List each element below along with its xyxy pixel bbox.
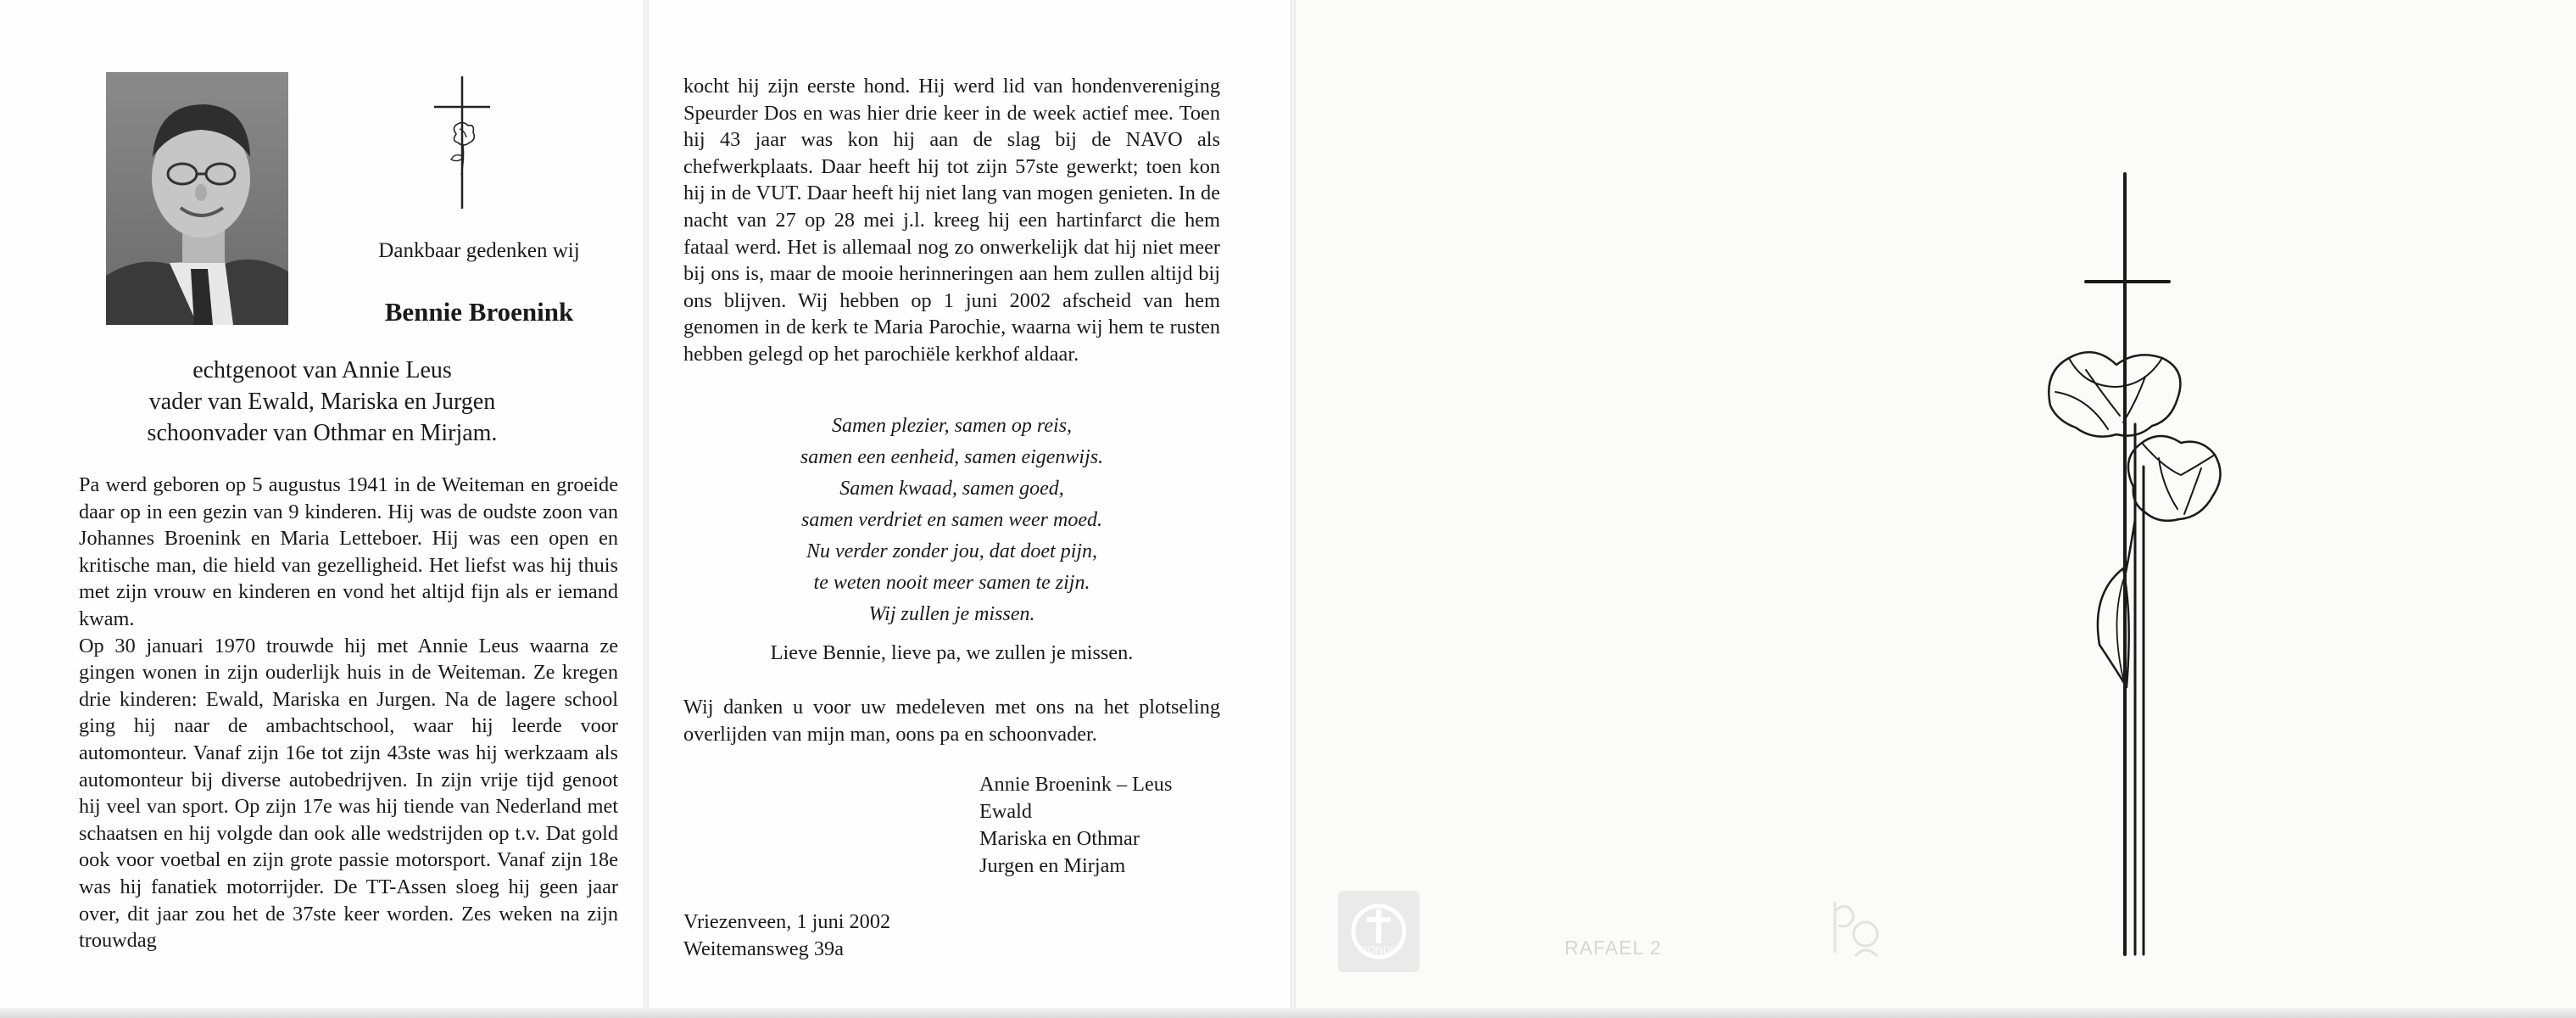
memorial-poem [683,411,1220,630]
life-story-paragraph: Pa werd geboren op 5 augustus 1941 in de Weiteman en groeide daar op in een gezin van 9 kinderen. Hij was de oudste zoon van Johannes Broenink en Maria Letteboer. Hij was een open en kritische man, die hield van gezelligheid. Het liefst was hij thuis met zijn vrouw en kinderen en vond het altijd fijn als er iemand kwam. [79,473,618,630]
portrait-photo [106,72,288,325]
relation-line: schoonvader van Othmar en Mirjam. [147,420,498,446]
poem-line: Wij zullen je missen. [868,603,1035,625]
farewell-line: Lieve Bennie, lieve pa, we zullen je missen. [770,641,1134,664]
family-relations [68,355,577,449]
watermark-icon [1825,893,1886,963]
print-code: RAFAEL 2 [1564,937,1662,959]
thanks-text: Wij danken u voor uw medeleven met ons na het plotseling overlijden van mijn man, oons pa en schoonvader. [683,696,1220,746]
signature-line: Ewald [979,800,1033,823]
fold-line-left [644,0,649,1018]
card-panel-back [1294,0,2576,1018]
signatures [979,771,1172,880]
poem-line: Nu verder zonder jou, dat doet pijn, [806,540,1098,562]
card-bottom-edge [0,1008,2576,1018]
printer-logo-icon [1338,891,1419,972]
place-date-line: Vriezenveen, 1 juni 2002 [683,910,891,933]
remembrance-intro: Dankbaar gedenken wij [378,239,580,262]
life-story-paragraph: Op 30 januari 1970 trouwde hij met Annie Leus waarna ze gingen wonen in zijn ouderlijk huis in de Weiteman. Ze kregen drie kinderen: Ewald, Mariska en Jurgen. Na de lagere school ging hij naar de ambachtschool, waar hij leerde voor automonteur. Vanaf zijn 16e tot zijn 43ste was hij werkzaam als automonteur bij diverse autobedrijven. In zijn vrije tijd genoot hij veel van sport. Op zijn 17e was hij tiende van Nederland met schaatsen en hij volgde dan ook alle wedstrijden op t.v. Dat gold ook voor voetbal en zijn grote passie motorsport. Vanaf zijn 18e was hij fanatiek motorrijder. De TT-Assen sloeg hij geen jaar over, dit jaar zou het de 37ste keer worden. Zes weken na zijn trouwdag [79,634,618,953]
life-story-left [79,472,618,954]
poem-line: samen verdriet en samen weer moed. [800,509,1103,531]
signature-line: Mariska en Othmar [979,827,1140,850]
life-story-right: kocht hij zijn eerste hond. Hij werd lid van hondenvereniging Speurder Dos en was hier drie keer in de week actief mee. Toen hij 43 jaar was kon hij aan de slag bij de NAVO als chefwerkplaats. Daar heeft hij tot zijn 57ste gewerkt; toen kon hij in de VUT. Daar heeft hij niet lang van mogen genieten. In de nacht van 27 op 28 mei j.l. kreeg hij een hartinfarct die hem fataal werd. Het is allemaal nog zo onwerkelijk dat hij niet meer bij ons is, maar de mooie herinneringen aan hem zullen altijd bij ons blijven. Wij hebben op 1 juni 2002 afscheid van hem genomen in de kerk te Maria Parochie, waarna wij hem te rusten hebben gelegd op het parochiële kerkhof aldaar. [683,75,1220,366]
poem-line: te weten nooit meer samen te zijn. [813,572,1090,594]
relation-line: echtgenoot van Annie Leus [192,357,452,383]
fold-line-right [1291,0,1296,1018]
poem-line: Samen kwaad, samen goed, [839,478,1064,500]
cross-with-roses-icon [2035,170,2239,959]
poem-line: Samen plezier, samen op reis, [831,415,1073,437]
signature-line: Annie Broenink – Leus [979,773,1173,796]
relation-line: vader van Ewald, Mariska en Jurgen [148,389,496,415]
signature-line: Jurgen en Mirjam [979,854,1126,877]
address-line: Weitemansweg 39a [683,937,844,960]
logo-text: RONDE [1360,944,1397,956]
deceased-name: Bennie Broenink [384,297,574,327]
cross-with-rose-icon [432,75,492,210]
place-and-date [683,909,890,963]
poem-line: samen een eenheid, samen eigenwijs. [800,446,1104,468]
